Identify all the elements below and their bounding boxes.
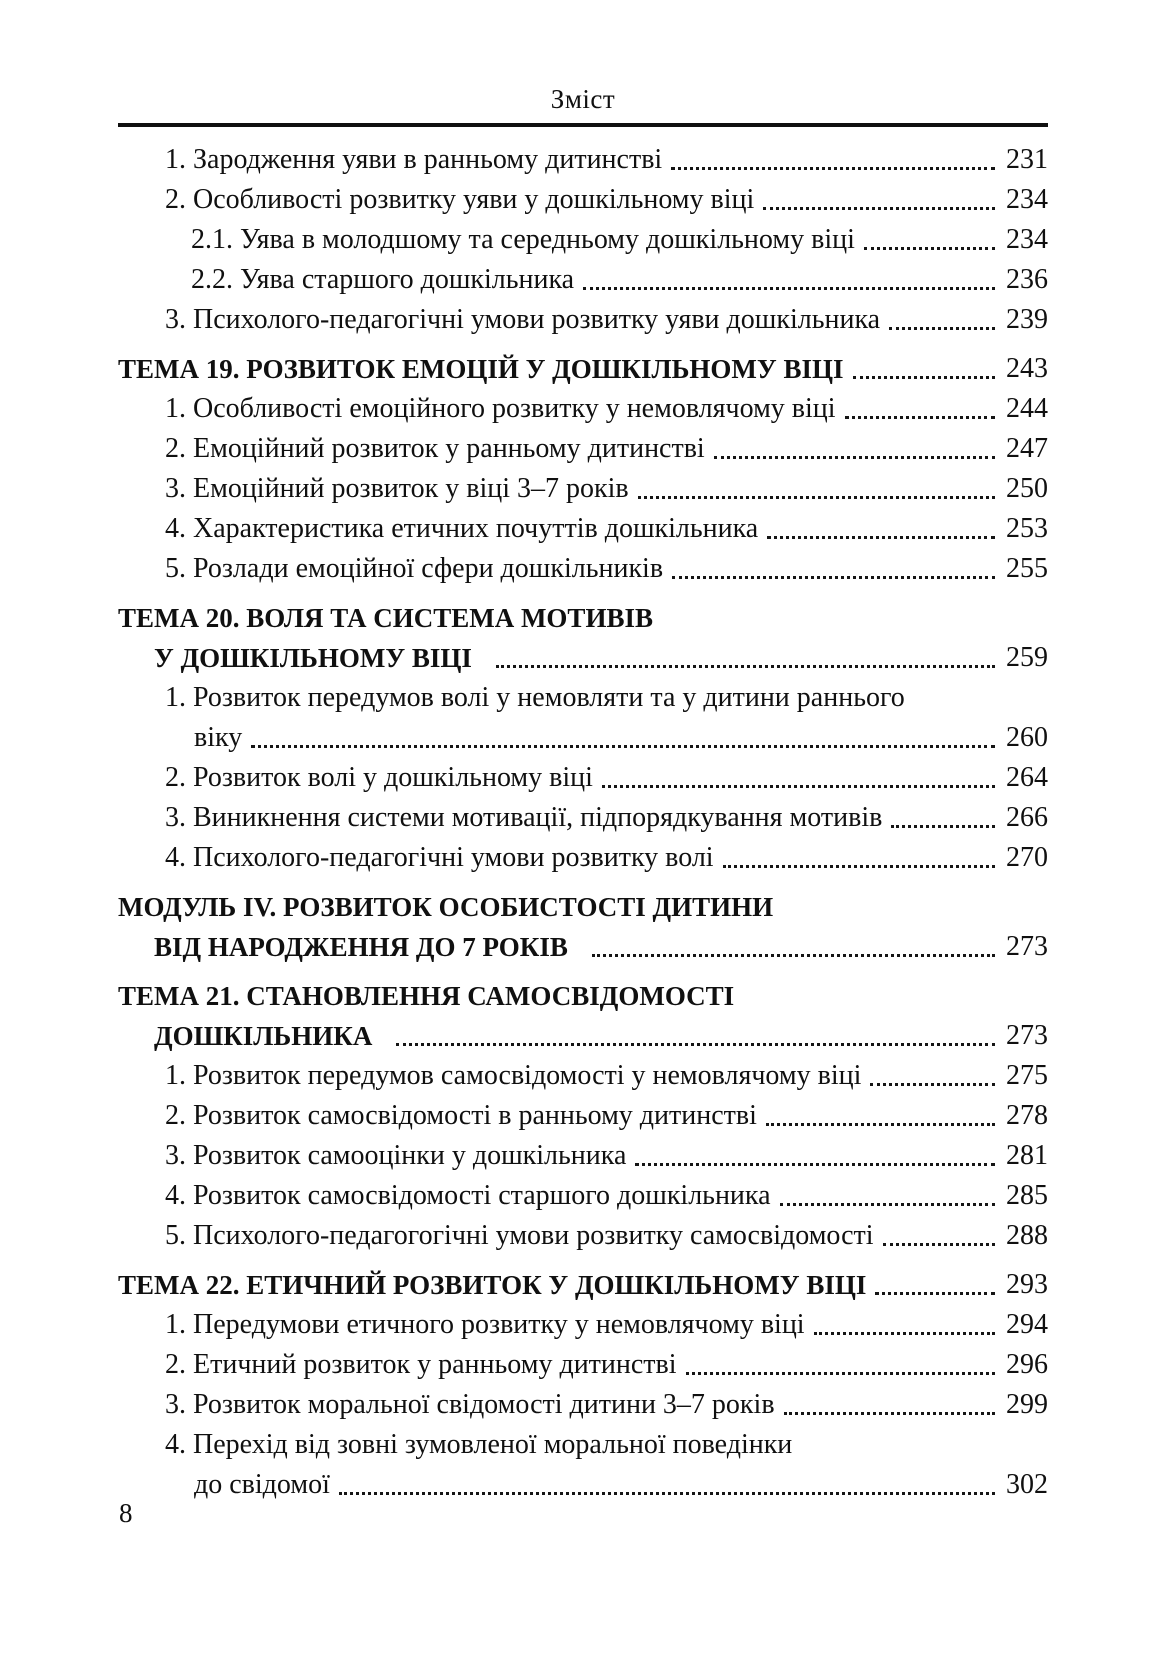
toc-row [118,508,1048,548]
toc-entry-text: 5. Психолого-педагогогічні умови розвитку самосвідомості [165,1220,874,1251]
dot-leader [496,665,995,668]
dot-leader [763,207,995,210]
toc-entry-text: ТЕМА 19. РОЗВИТОК ЕМОЦІЙ У ДОШКІЛЬНОМУ ВІЦІ [118,354,844,384]
dot-leader [635,1163,995,1166]
page-number: 293 [1006,1269,1048,1300]
page-number: 273 [1006,931,1048,962]
toc-row [118,219,1048,259]
page-number: 236 [1006,264,1048,295]
dot-leader [583,287,995,290]
toc-entry-text: 3. Розвиток самооцінки у дошкільника [165,1140,627,1171]
toc-entry-text: 4. Розвиток самосвідомості старшого дошкільника [165,1180,771,1211]
toc-entry-text: 3. Психолого-педагогічні умови розвитку уяви дошкільника [165,304,881,335]
page-number: 259 [1006,642,1048,673]
toc-entry-text: 1. Особливості емоційного розвитку у немовлячому віці [165,393,836,424]
toc-row [118,468,1048,508]
toc-entry-text: ТЕМА 22. ЕТИЧНИЙ РОЗВИТОК У ДОШКІЛЬНОМУ ВІЦІ [118,1270,867,1300]
toc-entry-text: 1. Зародження уяви в ранньому дитинстві [165,144,663,175]
dot-leader [396,1043,995,1046]
page-number: 253 [1006,513,1048,544]
toc-row [118,179,1048,219]
page-number: 260 [1006,722,1048,753]
toc-entry-text: ТЕМА 20. ВОЛЯ ТА СИСТЕМА МОТИВІВ [118,603,653,633]
page-number: 247 [1006,433,1048,464]
toc-entry-text: ТЕМА 21. СТАНОВЛЕННЯ САМОСВІДОМОСТІ [118,981,735,1011]
dot-leader [845,416,995,419]
page-number: 285 [1006,1180,1048,1211]
toc-row [118,886,1048,926]
dot-leader [723,865,995,868]
toc-entry-text: 1. Передумови етичного розвитку у немовлячому віці [165,1309,805,1340]
dot-leader [638,496,995,499]
page-number: 234 [1006,184,1048,215]
page-header [0,0,1166,114]
dot-leader [671,167,995,170]
toc-row [118,388,1048,428]
toc-row [118,797,1048,837]
page-number: 275 [1006,1060,1048,1091]
toc-entry-text: 2. Розвиток самосвідомості в ранньому дитинстві [165,1100,757,1131]
toc-row [118,757,1048,797]
toc-row [118,1135,1048,1175]
toc-row [118,837,1048,877]
toc-entry-text: 3. Емоційний розвиток у віці 3–7 років [165,473,629,504]
toc-entry-text: У ДОШКІЛЬНОМУ ВІЦІ [154,643,472,673]
toc-entry-text: 2.2. Уява старшого дошкільника [191,264,575,295]
dot-leader [870,1083,995,1086]
toc-entry-text: віку [194,722,243,753]
page-number: 250 [1006,473,1048,504]
toc-row [118,1055,1048,1095]
toc-row [118,677,1048,717]
toc-entry-text: 4. Психолого-педагогічні умови розвитку волі [165,842,714,873]
toc-entry-text: МОДУЛЬ IV. РОЗВИТОК ОСОБИСТОСТІ ДИТИНИ [118,892,774,922]
toc-row [118,717,1048,757]
toc-row [118,1464,1048,1504]
dot-leader [602,785,995,788]
folio-page-number: 8 [119,1498,133,1528]
page-number: 231 [1006,144,1048,175]
page-number: 264 [1006,762,1048,793]
page-number: 294 [1006,1309,1048,1340]
page-number: 281 [1006,1140,1048,1171]
toc-row [118,1424,1048,1464]
page-title: Зміст [550,84,616,114]
page-number: 243 [1006,353,1048,384]
dot-leader [766,1123,995,1126]
dot-leader [251,745,995,748]
page-number: 278 [1006,1100,1048,1131]
dot-leader [891,825,995,828]
toc-entry-text: 4. Перехід від зовні зумовленої моральної поведінки [165,1429,793,1460]
page-number: 270 [1006,842,1048,873]
page-number: 266 [1006,802,1048,833]
page-number: 239 [1006,304,1048,335]
toc-entry-text: 2.1. Уява в молодшому та середньому дошкільному віці [191,224,855,255]
toc-row [118,139,1048,179]
toc-row [118,259,1048,299]
dot-leader [784,1412,995,1415]
toc-row [118,1344,1048,1384]
page-number: 296 [1006,1349,1048,1380]
toc-entry-text: ДОШКІЛЬНИКА [154,1021,373,1051]
toc-entry-text: 1. Розвиток передумов самосвідомості у немовлячому віці [165,1060,862,1091]
toc-row [118,1304,1048,1344]
page-number: 273 [1006,1020,1048,1051]
toc-entry-text: 2. Емоційний розвиток у ранньому дитинстві [165,433,705,464]
toc-row [118,299,1048,339]
toc-row [118,975,1048,1015]
toc-entry-text: до свідомої [194,1469,330,1500]
toc-row [118,1015,1048,1055]
toc-entry-text: 4. Характеристика етичних почуттів дошкільника [165,513,759,544]
dot-leader [714,456,995,459]
page-number: 234 [1006,224,1048,255]
toc-row [118,348,1048,388]
toc-row [118,1264,1048,1304]
page-number: 244 [1006,393,1048,424]
toc-row [118,597,1048,637]
dot-leader [339,1492,995,1495]
dot-leader [875,1292,995,1295]
toc-row [118,926,1048,966]
dot-leader [889,327,995,330]
toc-entry-text: ВІД НАРОДЖЕННЯ ДО 7 РОКІВ [154,932,568,962]
toc-row [118,1384,1048,1424]
toc-row [118,428,1048,468]
dot-leader [814,1332,995,1335]
toc-entry-text: 2. Особливості розвитку уяви у дошкільному віці [165,184,755,215]
page-number: 288 [1006,1220,1048,1251]
toc-row [118,1215,1048,1255]
toc-entry-text: 3. Виникнення системи мотивації, підпорядкування мотивів [165,802,883,833]
dot-leader [780,1203,995,1206]
dot-leader [686,1372,995,1375]
table-of-contents [118,139,1048,1504]
toc-row [118,637,1048,677]
page-number: 302 [1006,1469,1048,1500]
dot-leader [864,247,995,250]
toc-entry-text: 3. Розвиток моральної свідомості дитини 3–7 років [165,1389,775,1420]
toc-row [118,548,1048,588]
toc-row [118,1095,1048,1135]
page-number: 255 [1006,553,1048,584]
header-rule [118,123,1048,127]
dot-leader [883,1243,995,1246]
dot-leader [672,576,995,579]
toc-row [118,1175,1048,1215]
toc-entry-text: 5. Розлади емоційної сфери дошкільників [165,553,664,584]
dot-leader [767,536,995,539]
toc-entry-text: 2. Розвиток волі у дошкільному віці [165,762,593,793]
dot-leader [853,376,995,379]
page-number: 299 [1006,1389,1048,1420]
toc-entry-text: 2. Етичний розвиток у ранньому дитинстві [165,1349,677,1380]
toc-entry-text: 1. Розвиток передумов волі у немовляти та у дитини раннього [165,682,905,713]
dot-leader [592,954,995,957]
